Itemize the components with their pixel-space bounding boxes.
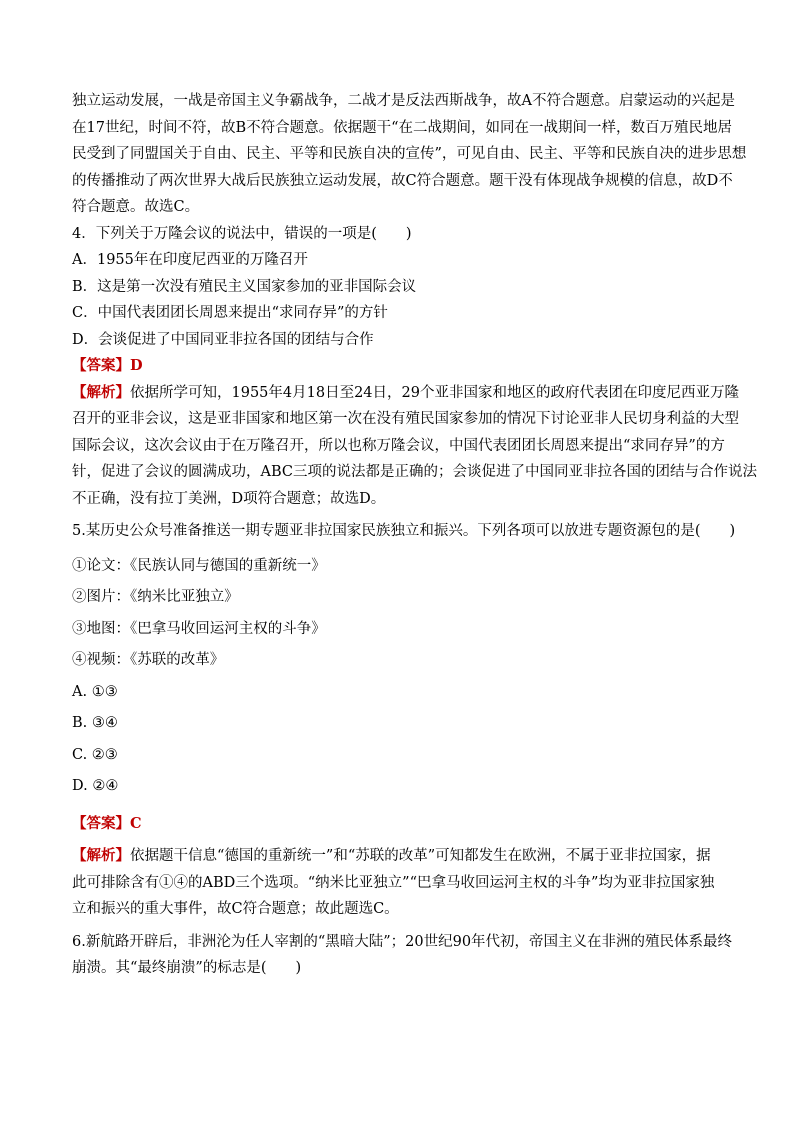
analysis-tag: 【解析】 [72,847,130,864]
analysis-text: 依据题干信息“德国的重新统一”和“苏联的改革”可知都发生在欧洲，不属于亚非拉国家，据 [130,848,711,864]
text-line: 民受到了同盟国关于自由、民主、平等和民族自决的宣传”，可见自由、民主、平等和民族自决的进步思想 [72,146,747,162]
prev-analysis [72,88,747,221]
answer-tag: 【答案】 [72,357,130,374]
option-b: B. ③④ [72,715,118,731]
text-line: 国际会议，这次会议由于在万隆召开，所以也称万隆会议，中国代表团团长周恩来提出“求同存异”的方 [72,437,725,454]
answer-tag: 【答案】 [72,814,130,832]
option-c: C．中国代表团团长周恩来提出“求同存异”的方针 [72,305,388,321]
document-page [72,88,757,982]
item-1: ①论文：《民族认同与德国的重新统一》 [72,557,326,574]
analysis-line [72,843,722,870]
answer-value: C [130,814,142,832]
text-line: 针，促进了会议的圆满成功，ABC三项的说法都是正确的；会谈促进了中国同亚非拉各国的团结与合作说法 [72,464,757,480]
question-6 [72,929,733,982]
analysis-text: 依据所学可知，1955年4月18日至24日，29个亚非国家和地区的政府代表团在印度尼西亚万隆 [130,384,739,401]
question-stem: 5.某历史公众号准备推送一期专题亚非拉国家民族独立和振兴。下列各项可以放进专题资源包的是( ) [72,523,736,539]
item-2: ②图片：《纳米比亚独立》 [72,589,239,605]
text-line: 符合题意。故选C。 [72,199,200,215]
question-5 [72,518,736,923]
question-stem-cont: 崩溃。其“最终崩溃”的标志是( ) [72,960,302,976]
answer-value: D [130,357,143,374]
text-line: 的传播推动了两次世界大战后民族独立运动发展，故C符合题意。题干没有体现战争规模的信息，故D不 [72,172,733,189]
question-stem: 4．下列关于万隆会议的说法中，错误的一项是( ) [72,225,412,242]
text-line: 召开的亚非会议，这是亚非国家和地区第一次在没有殖民国家参加的情况下讨论亚非人民切身利益的大型 [72,411,739,427]
question-4 [72,221,757,513]
analysis-line [72,380,739,407]
question-stem: 6.新航路开辟后，非洲沦为任人宰割的“黑暗大陆”；20世纪90年代初，帝国主义在非洲的殖民体系最终 [72,933,733,950]
item-4: ④视频：《苏联的改革》 [72,652,225,668]
text-line: 立和振兴的重大事件，故C符合题意；故此题选C。 [72,901,399,917]
option-d: D. ②④ [72,778,119,794]
text-line: 此可排除含有①④的ABD三个选项。“纳米比亚独立”“巴拿马收回运河主权的斗争”均为亚非拉国家独 [72,874,715,891]
text-line: 在17世纪，时间不符，故B不符合题意。依据题干“在二战期间，如同在一战期间一样，数百万殖民地居 [72,119,733,136]
answer-line [72,811,722,838]
option-c: C. ②③ [72,746,118,763]
option-b: B．这是第一次没有殖民主义国家参加的亚非国际会议 [72,278,417,295]
text-line: 独立运动发展，一战是帝国主义争霸战争，二战才是反法西斯战争，故A不符合题意。启蒙运动的兴起是 [72,93,735,109]
answer-line [72,353,722,380]
text-line: 不正确，没有拉丁美洲，D项符合题意；故选D。 [72,490,386,507]
option-a: A．1955年在印度尼西亚的万隆召开 [72,252,308,268]
option-d: D．会谈促进了中国同亚非拉各国的团结与合作 [72,331,374,348]
analysis-tag: 【解析】 [72,383,130,401]
item-3: ③地图：《巴拿马收回运河主权的斗争》 [72,620,326,637]
option-a: A. ①③ [72,683,118,700]
